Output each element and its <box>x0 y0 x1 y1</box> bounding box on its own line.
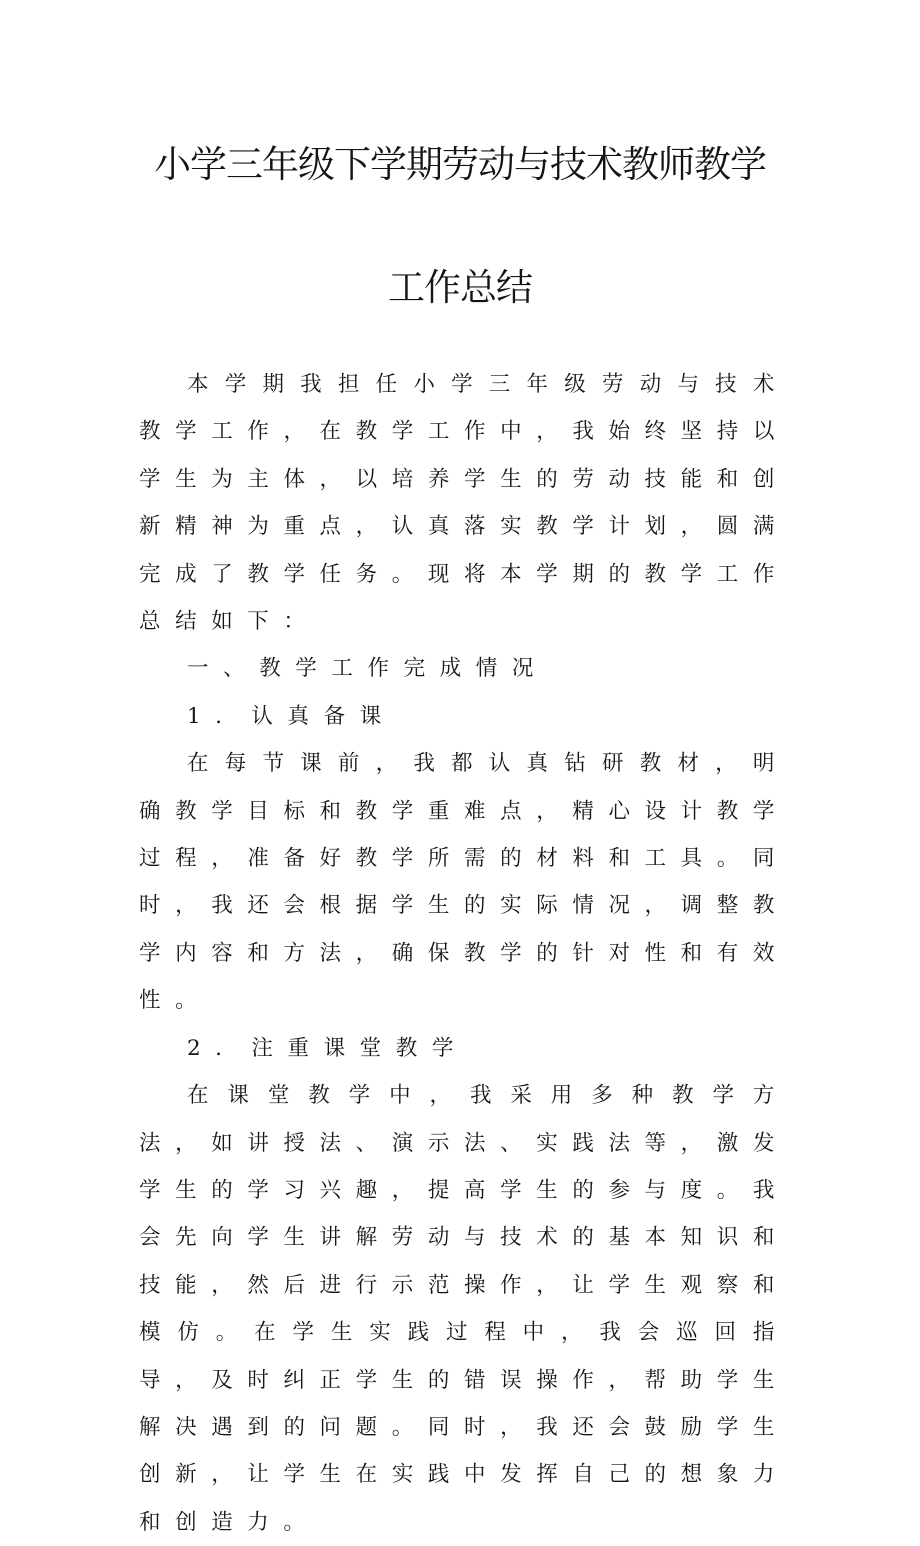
subheading-classroom-teaching: 2．注重课堂教学 <box>187 1035 468 1061</box>
subheading-lesson-preparation: 1．认真备课 <box>187 703 396 729</box>
section-heading-teaching-completion: 一、教学工作完成情况 <box>187 656 549 682</box>
intro-paragraph: 本学期我担任小学三年级劳动与技术教学工作，在教学工作中，我始终坚持以学生为主体，以培养学生的劳动技能和创新精神为重点，认真落实教学计划，圆满完成了教学任务。现将本学期的教学工作总结如下： <box>139 372 789 635</box>
classroom-teaching-paragraph: 在课堂教学中，我采用多种教学方法，如讲授法、演示法、实践法等，激发学生的学习兴趣，提高学生的参与度。我会先向学生讲解劳动与技术的基本知识和技能，然后进行示范操作，让学生观察和模仿。在学生实践过程中，我会巡回指导，及时纠正学生的错误操作，帮助学生解决遇到的问题。同时，我还会鼓励学生创新，让学生在实践中发挥自己的想象力和创造力。 <box>139 1083 789 1535</box>
document-body <box>139 361 789 1546</box>
document-title-line-1: 小学三年级下学期劳动与技术教师教学 <box>154 143 766 186</box>
lesson-preparation-paragraph: 在每节课前，我都认真钻研教材，明确教学目标和教学重难点，精心设计教学过程，准备好教学所需的材料和工具。同时，我还会根据学生的实际情况，调整教学内容和方法，确保教学的针对性和有效性。 <box>139 751 789 1014</box>
document-title-line-2: 工作总结 <box>388 266 532 309</box>
